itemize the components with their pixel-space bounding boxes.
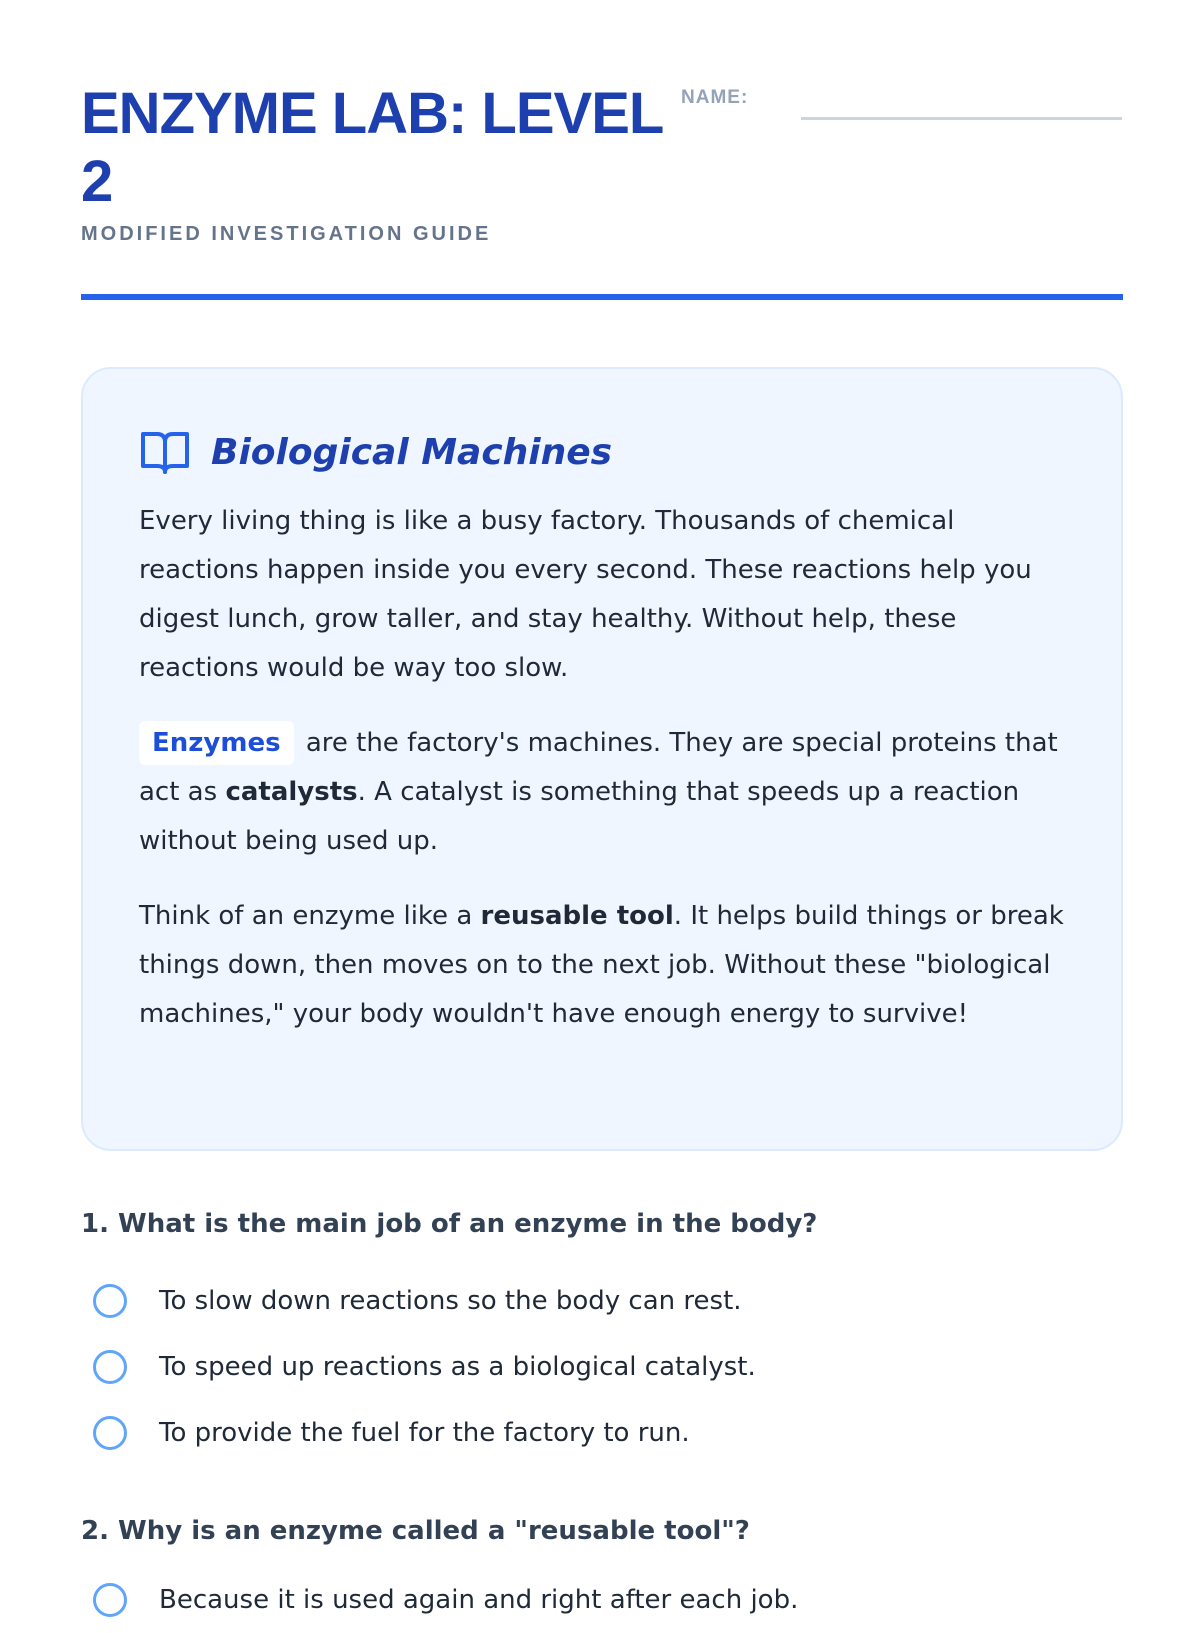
option-label: To slow down reactions so the body can rest. — [159, 1286, 742, 1316]
radio-button[interactable] — [93, 1284, 127, 1318]
enzyme-paragraph-text-b: . A catalyst is something that speeds up a reaction without being used up. — [139, 777, 1020, 856]
option-label: To speed up reactions as a biological catalyst. — [159, 1352, 756, 1382]
tool-paragraph-text-a: Think of an enzyme like a — [139, 901, 481, 931]
question-1-option-b[interactable] — [93, 1334, 756, 1400]
enzymes-term-highlight: Enzymes — [139, 721, 294, 765]
question-1-options — [93, 1268, 756, 1466]
book-icon — [139, 428, 191, 476]
question-1-option-c[interactable] — [93, 1400, 756, 1466]
info-card-body — [139, 497, 1069, 1065]
question-2-option-a[interactable] — [93, 1567, 798, 1633]
option-label: Because it is used again and right after each job. — [159, 1585, 799, 1615]
enzyme-paragraph — [139, 719, 1069, 866]
header-divider — [81, 294, 1123, 300]
radio-button[interactable] — [93, 1350, 127, 1384]
question-1-text: 1. What is the main job of an enzyme in the body? — [81, 1209, 818, 1239]
question-1-option-a[interactable] — [93, 1268, 756, 1334]
info-card-heading — [139, 427, 612, 477]
worksheet-header — [81, 0, 1123, 300]
radio-button[interactable] — [93, 1583, 127, 1617]
reusable-tool-bold-term: reusable tool — [480, 901, 674, 931]
info-card — [81, 367, 1123, 1151]
catalysts-bold-term: catalysts — [225, 777, 358, 807]
enzyme-paragraph-text-a: are the factory's machines. They are special proteins that act as — [139, 728, 1058, 807]
question-2-options — [93, 1567, 798, 1633]
option-label: To provide the fuel for the factory to run. — [159, 1418, 690, 1448]
radio-button[interactable] — [93, 1416, 127, 1450]
tool-paragraph — [139, 892, 1069, 1039]
info-card-title: Biological Machines — [211, 431, 613, 473]
tool-paragraph-text-b: . It helps build things or break things down, then moves on to the next job. Without these "biological machines," your body wouldn't have enough energy to survive! — [139, 901, 1064, 1029]
worksheet-page — [81, 0, 1123, 1615]
name-label: NAME: — [681, 87, 749, 108]
question-2-text: 2. Why is an enzyme called a "reusable tool"? — [81, 1516, 750, 1546]
name-field-line[interactable] — [801, 117, 1122, 120]
page-title: ENZYME LAB: LEVEL 2 — [81, 81, 663, 214]
intro-paragraph: Every living thing is like a busy factory. Thousands of chemical reactions happen inside you every second. These reactions help you digest lunch, grow taller, and stay healthy. Without help, these reactions would be way too slow. — [139, 506, 1032, 683]
page-subtitle: MODIFIED INVESTIGATION GUIDE — [81, 223, 492, 245]
